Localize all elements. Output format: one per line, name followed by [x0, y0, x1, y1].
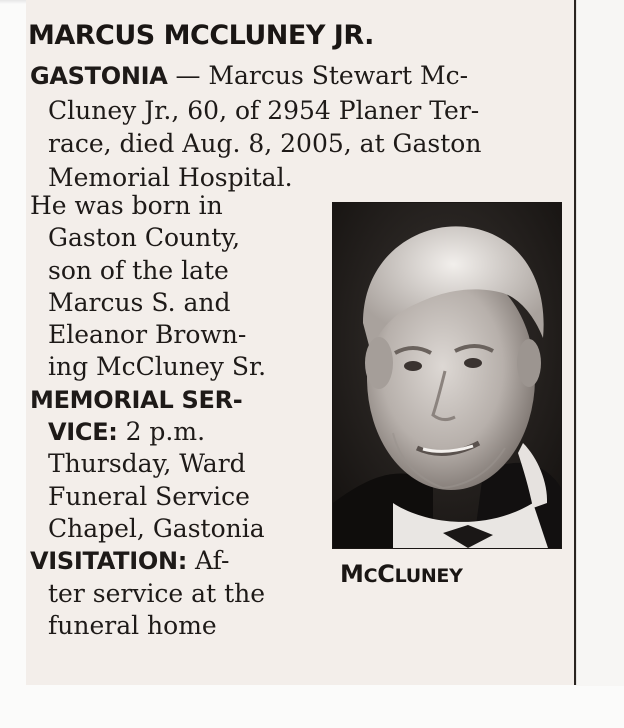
visitation-text-1: Af-: [187, 546, 230, 576]
memorial-line-5: Chapel, Gastonia: [48, 513, 265, 543]
caption-small-c: C: [363, 565, 378, 587]
adjacent-column-strip: [576, 0, 624, 686]
lede-line-1: [30, 59, 550, 94]
memorial-line-3: Thursday, Ward: [48, 449, 246, 479]
visitation-line-2: ter service at the: [48, 578, 266, 608]
birth-line-6: ing McCluney Sr.: [48, 352, 267, 382]
memorial-label-line: MEMORIAL SER-: [30, 385, 243, 414]
portrait-image: [333, 203, 561, 548]
birth-line-3: son of the late: [48, 255, 229, 285]
obituary-body-column: [30, 190, 330, 642]
photo-caption: [340, 560, 463, 588]
memorial-label-end: VICE:: [48, 418, 118, 447]
birth-line-2: Gaston County,: [48, 223, 241, 253]
birth-line-1: He was born in: [30, 191, 223, 220]
memorial-line-4: Funeral Service: [48, 481, 250, 511]
lede-line-1-text: — Marcus Stewart Mc-: [167, 61, 469, 90]
lede-line-3: race, died Aug. 8, 2005, at Gaston: [48, 129, 482, 158]
birth-line-4: Marcus S. and: [48, 287, 231, 317]
obituary-headline: MARCUS MCCLUNEY JR.: [28, 20, 374, 51]
lede-line-2: Cluney Jr., 60, of 2954 Planer Ter-: [48, 95, 480, 125]
portrait-photo: [332, 202, 562, 549]
obituary-lede: [30, 59, 550, 194]
lede-line-4: Memorial Hospital.: [48, 162, 293, 192]
caption-small-luney: LUNEY: [394, 565, 463, 587]
caption-initial-m: M: [340, 560, 364, 588]
visitation-line-1: [30, 545, 330, 577]
caption-initial-c: C: [377, 560, 395, 588]
memorial-time: 2 p.m.: [117, 417, 206, 447]
visitation-line-3: funeral home: [48, 610, 217, 640]
birth-line-5: Eleanor Brown-: [48, 320, 247, 350]
memorial-line-2: [30, 416, 330, 448]
dateline: GASTONIA: [30, 62, 168, 90]
visitation-label: VISITATION:: [30, 547, 188, 576]
